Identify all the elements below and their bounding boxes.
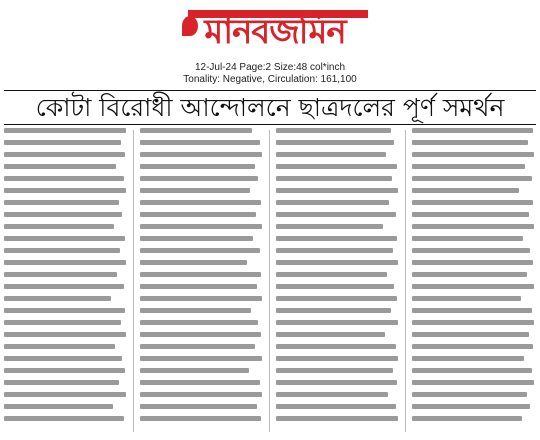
illegible-text-line bbox=[4, 164, 116, 169]
illegible-text-line bbox=[276, 272, 387, 277]
illegible-text-line bbox=[140, 128, 252, 133]
tonality-line: Tonality: Negative, Circulation: 161,100 bbox=[183, 74, 357, 85]
illegible-text-line bbox=[412, 128, 533, 133]
illegible-text-line bbox=[140, 152, 262, 157]
illegible-text-line bbox=[140, 320, 258, 325]
illegible-text-line bbox=[412, 368, 532, 373]
column-divider bbox=[405, 130, 406, 432]
illegible-text-line bbox=[140, 344, 255, 349]
illegible-text-line bbox=[140, 308, 251, 313]
column-divider bbox=[269, 130, 270, 432]
illegible-text-line bbox=[412, 212, 529, 217]
illegible-text-line bbox=[4, 404, 113, 409]
illegible-text-line bbox=[4, 284, 124, 289]
illegible-text-line bbox=[140, 356, 262, 361]
illegible-text-line bbox=[412, 380, 534, 385]
illegible-text-line bbox=[140, 188, 250, 193]
illegible-text-line bbox=[4, 176, 124, 181]
illegible-text-line bbox=[4, 416, 124, 421]
illegible-text-line bbox=[276, 152, 386, 157]
illegible-text-line bbox=[276, 308, 391, 313]
illegible-text-line bbox=[276, 392, 388, 397]
illegible-text-line bbox=[412, 200, 533, 205]
illegible-text-line bbox=[140, 236, 253, 241]
illegible-text-line bbox=[4, 272, 117, 277]
illegible-text-line bbox=[4, 344, 115, 349]
illegible-text-line bbox=[140, 260, 247, 265]
illegible-text-line bbox=[4, 332, 126, 337]
illegible-text-line bbox=[276, 224, 383, 229]
illegible-text-line bbox=[4, 260, 126, 265]
body-column-3 bbox=[276, 128, 398, 434]
illegible-text-line bbox=[412, 320, 534, 325]
illegible-text-line bbox=[276, 320, 398, 325]
body-column-2 bbox=[140, 128, 262, 434]
date-size-line: 12-Jul-24 Page:2 Size:48 col*inch bbox=[194, 62, 346, 73]
illegible-text-line bbox=[412, 152, 534, 157]
illegible-text-line bbox=[276, 200, 389, 205]
illegible-text-line bbox=[276, 128, 391, 133]
illegible-text-line bbox=[140, 416, 261, 421]
illegible-text-line bbox=[276, 296, 397, 301]
body-column-1 bbox=[4, 128, 126, 434]
illegible-text-line bbox=[412, 236, 523, 241]
illegible-text-line bbox=[276, 404, 396, 409]
illegible-text-line bbox=[276, 344, 396, 349]
illegible-text-line bbox=[4, 140, 121, 145]
illegible-text-line bbox=[412, 356, 524, 361]
illegible-text-line bbox=[412, 164, 525, 169]
illegible-text-line bbox=[412, 260, 533, 265]
illegible-text-line bbox=[4, 188, 126, 193]
masthead-logo bbox=[180, 4, 370, 58]
illegible-text-line bbox=[276, 140, 394, 145]
masthead-title: মানবজমিন bbox=[204, 12, 346, 52]
illegible-text-line bbox=[276, 416, 398, 421]
illegible-text-line bbox=[412, 248, 530, 253]
illegible-text-line bbox=[412, 404, 530, 409]
illegible-text-line bbox=[412, 296, 521, 301]
illegible-text-line bbox=[276, 176, 392, 181]
illegible-text-line bbox=[140, 284, 257, 289]
illegible-text-line bbox=[140, 212, 256, 217]
illegible-text-line bbox=[140, 224, 262, 229]
illegible-text-line bbox=[4, 212, 122, 217]
illegible-text-line bbox=[4, 368, 125, 373]
illegible-text-line bbox=[412, 332, 529, 337]
illegible-text-line bbox=[140, 140, 260, 145]
illegible-text-line bbox=[4, 128, 126, 133]
illegible-text-line bbox=[140, 272, 261, 277]
illegible-text-line bbox=[140, 392, 262, 397]
headline: কোটা বিরোধী আন্দোলনে ছাত্রদলের পূর্ণ সমর্থন bbox=[35, 93, 505, 122]
illegible-text-line bbox=[140, 332, 261, 337]
illegible-text-line bbox=[276, 212, 396, 217]
illegible-text-line bbox=[276, 260, 398, 265]
illegible-text-line bbox=[140, 368, 249, 373]
illegible-text-line bbox=[4, 224, 114, 229]
illegible-text-line bbox=[140, 176, 258, 181]
illegible-text-line bbox=[276, 248, 393, 253]
illegible-text-line bbox=[412, 344, 533, 349]
illegible-text-line bbox=[412, 284, 534, 289]
illegible-text-line bbox=[140, 164, 255, 169]
illegible-text-line bbox=[4, 392, 126, 397]
illegible-text-line bbox=[140, 296, 262, 301]
illegible-text-line bbox=[412, 176, 532, 181]
illegible-text-line bbox=[140, 404, 257, 409]
illegible-text-line bbox=[276, 380, 397, 385]
illegible-text-line bbox=[412, 140, 528, 145]
illegible-text-line bbox=[276, 284, 394, 289]
illegible-text-line bbox=[4, 356, 122, 361]
illegible-text-line bbox=[4, 152, 125, 157]
illegible-text-line bbox=[276, 164, 397, 169]
illegible-text-line bbox=[4, 380, 119, 385]
illegible-text-line bbox=[412, 392, 527, 397]
column-divider bbox=[133, 130, 134, 432]
illegible-text-line bbox=[4, 308, 125, 313]
illegible-text-line bbox=[4, 248, 120, 253]
illegible-text-line bbox=[276, 188, 398, 193]
headline-bottom-rule bbox=[4, 124, 536, 125]
illegible-text-line bbox=[4, 320, 121, 325]
illegible-text-line bbox=[412, 308, 532, 313]
illegible-text-line bbox=[4, 236, 125, 241]
illegible-text-line bbox=[4, 296, 111, 301]
illegible-text-line bbox=[140, 380, 260, 385]
illegible-text-line bbox=[140, 200, 261, 205]
illegible-text-line bbox=[276, 332, 385, 337]
illegible-text-line bbox=[412, 224, 534, 229]
illegible-text-line bbox=[4, 200, 119, 205]
illegible-text-line bbox=[276, 368, 393, 373]
illegible-text-line bbox=[140, 248, 260, 253]
illegible-text-line bbox=[276, 356, 398, 361]
illegible-text-line bbox=[412, 188, 519, 193]
illegible-text-line bbox=[412, 272, 527, 277]
illegible-text-line bbox=[412, 416, 522, 421]
illegible-text-line bbox=[276, 236, 397, 241]
body-column-4 bbox=[412, 128, 534, 434]
